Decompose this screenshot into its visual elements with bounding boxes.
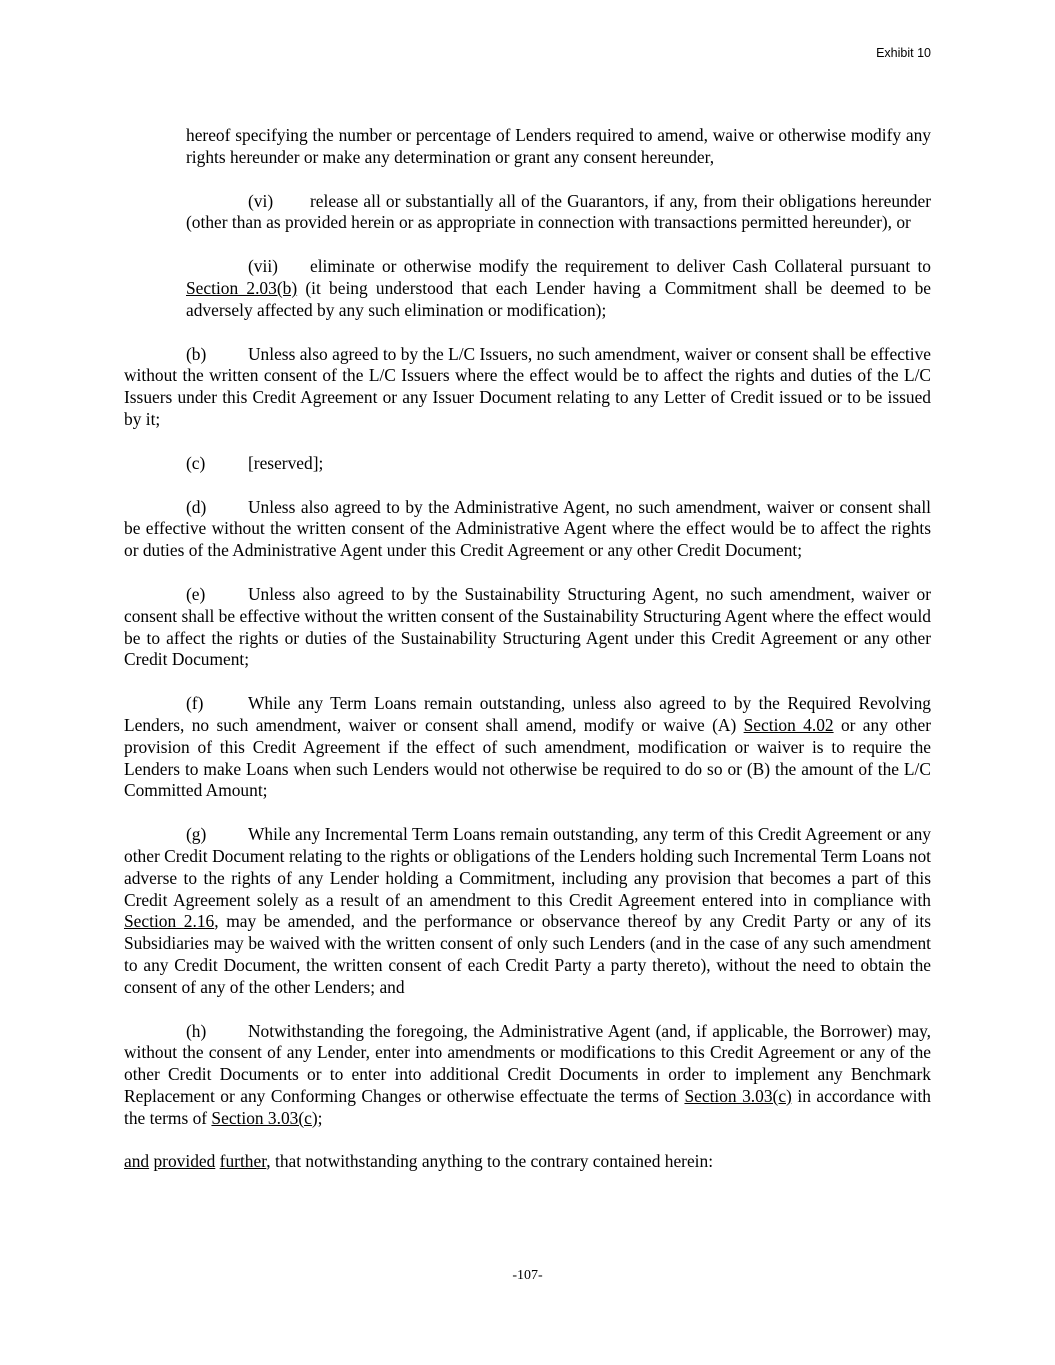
document-body	[124, 125, 931, 1195]
clause-label: (f)	[186, 693, 204, 714]
emphasis-further: further	[219, 1151, 267, 1172]
section-reference-link[interactable]: Section 3.03(c)	[684, 1085, 792, 1106]
paragraph-text: While any Term Loans remain outstanding, unless also agreed to by the Required Revolving Lenders, no such amendment, waiver or consent shall amend, modify or waive (A)	[124, 693, 931, 735]
paragraph-text: While any Incremental Term Loans remain outstanding, any term of this Credit Agreement or any other Credit Document relating to the rights or obligations of the Lenders holding such Incremental Term Loans not adverse to the rights of any Lender holding a Commitment, including any provision that becomes a part of this Credit Agreement solely as a result of an amendment to this Credit Agreement entered into in compliance with	[124, 824, 931, 910]
clause-label: (c)	[186, 452, 206, 473]
paragraph-final	[124, 1151, 931, 1173]
clause-label: (d)	[186, 496, 207, 517]
clause-label: (b)	[186, 343, 207, 364]
paragraph-text: ;	[317, 1107, 323, 1128]
paragraph-vi	[186, 191, 931, 235]
clause-label: (e)	[186, 583, 206, 604]
paragraph-g	[124, 824, 931, 998]
paragraph-text: eliminate or otherwise modify the requirement to deliver Cash Collateral pursuant to	[310, 256, 931, 277]
paragraph-text: Unless also agreed to by the Sustainability Structuring Agent, no such amendment, waiver or consent shall be effective without the written consent of the Sustainability Structuring Agent where the effect would be to affect the rights or duties of the Sustainability Structuring Agent under this Credit Agreement or any other Credit Document;	[124, 583, 931, 670]
paragraph-text: Notwithstanding the foregoing, the Administrative Agent (and, if applicable, the Borrower) may, without the consent of any Lender, enter into amendments or modifications to this Credit Agreement or any of the other Credit Documents or to enter into additional Credit Documents in order to implement any Benchmark Replacement or any Conforming Changes or otherwise effectuate the terms of	[124, 1020, 931, 1106]
paragraph-d	[124, 497, 931, 562]
page-number: -107-	[512, 1268, 543, 1283]
clause-label: (g)	[186, 824, 207, 845]
paragraph-continuation	[186, 125, 931, 169]
paragraph-text: hereof specifying the number or percentage of Lenders required to amend, waive or otherwise modify any rights hereunder or make any determination or grant any consent hereunder,	[186, 125, 931, 167]
paragraph-text: Unless also agreed to by the Administrative Agent, no such amendment, waiver or consent shall be effective without the written consent of the Administrative Agent where the effect would be to affect the rights or duties of the Administrative Agent under this Credit Agreement or any other Credit Document;	[124, 496, 931, 561]
paragraph-text: , may be amended, and the performance or observance thereof by any Credit Party or any of its Subsidiaries may be waived with the written consent of only such Lenders (and in the case of any such amendment to any Credit Document, the written consent of each Credit Party a party thereto), without the need to obtain the consent of any of the other Lenders; and	[124, 911, 931, 997]
paragraph-e	[124, 584, 931, 671]
paragraph-text: [reserved];	[248, 452, 324, 473]
clause-label: (vii)	[248, 256, 278, 277]
paragraph-text: , that notwithstanding anything to the contrary contained herein:	[266, 1151, 714, 1172]
paragraph-f	[124, 693, 931, 802]
paragraph-text: or any other provision of this Credit Agreement if the effect of such amendment, modification or waiver is to require the Lenders to make Loans when such Lenders would not otherwise be required to do so or (B) the amount of the L/C Committed Amount;	[124, 714, 931, 801]
clause-label: (h)	[186, 1020, 207, 1041]
clause-label: (vi)	[248, 190, 274, 211]
section-reference-link[interactable]: Section 2.03(b)	[186, 277, 298, 298]
paragraph-text: Unless also agreed to by the L/C Issuers, no such amendment, waiver or consent shall be effective without the written consent of the L/C Issuers where the effect would be to affect the rights and duties of the L/C Issuers under this Credit Agreement or any Issuer Document relating to any Letter of Credit issued or to be issued by it;	[124, 343, 931, 429]
section-reference-link[interactable]: Section 4.02	[743, 714, 834, 735]
emphasis-provided: provided	[153, 1151, 216, 1172]
section-reference-link[interactable]: Section 3.03(c)	[211, 1107, 318, 1128]
paragraph-text: in accordance with the terms of	[124, 1085, 931, 1128]
emphasis-and: and	[124, 1151, 150, 1172]
paragraph-c	[124, 453, 931, 475]
paragraph-text: (it being understood that each Lender having a Commitment shall be deemed to be adversely affected by any such elimination or modification);	[186, 277, 931, 320]
paragraph-vii	[186, 256, 931, 321]
paragraph-text: release all or substantially all of the Guarantors, if any, from their obligations hereunder (other than as provided herein or as appropriate in connection with transactions permitted hereunder), or	[186, 190, 931, 233]
paragraph-h	[124, 1021, 931, 1130]
section-reference-link[interactable]: Section 2.16	[124, 911, 215, 932]
paragraph-b	[124, 344, 931, 431]
exhibit-label: Exhibit 10	[876, 46, 931, 60]
